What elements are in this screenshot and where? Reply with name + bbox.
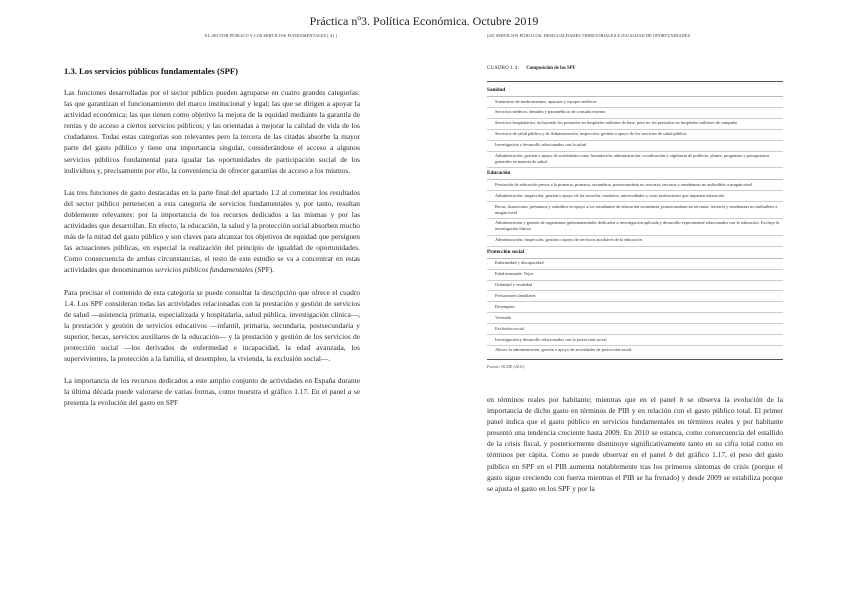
running-header-right: [42] SERVICIOS PÚBLICOS, DESIGUALDADES TERRITORIALES E IGUALDAD DE OPORTUNIDADES [487,33,691,38]
table-caption-number: CUADRO 1.4: [487,66,520,71]
table-row: Administración, inspección, gestión o apoyo de las escuelas, institutos, universidades y otras instituciones que imparten educación [487,191,783,202]
table-caption-title: Composición de los SPF [526,66,576,71]
table-category-sanidad: Sanidad [487,85,783,97]
right-paragraph [487,394,783,494]
table-row: Vivienda [487,313,783,324]
table-row: Ahorro la administración, gestión o apoyo de actividades de protección social [495,347,632,353]
table-row: Servicios de salud pública y de Administración, inspección, gestión o apoyo de los servicios de salud pública [487,130,783,141]
paragraph-2-end: (SPF). [253,265,274,275]
right-column-table [487,66,783,369]
table-row: Administración y gestión de organismos gubernamentales dedicados a investigación aplicada y desarrollo experimental relacionados con la educación. Excluye la investigación básica. [487,219,783,236]
paragraph-2-text: Las tres funciones de gasto destacadas en la parte final del apartado 1.2 al comentar los resultados del sector público pertenecen a esta categoría de servicios fundamentales y, por tanto, resultan doblemente relevantes: por la importancia de los recursos dedicados a las mismas y por las actividades que desarrollan. En efecto, la educación, la salud y la protección social absorben mucho más de la mitad del gasto público y son claves para alcanzar los objetivos de equidad que persiguen las actuaciones públicas, en especial la realización del principio de igualdad de oportunidades. Como consecuencia de ambas circunstancias, el resto de este estudio se va a concentrar en estas actividades que denominamos [64,187,360,275]
table-row: Administración, gestión o apoyo de actividades como formulación, administración, coordinación y vigilancia de políticas, planes, programas y presupuestos generales en materia de salud. [487,152,783,169]
right-paragraph-e: del gráfico 1.17, el peso del gasto público en SPF en el PIB aumenta notablemente tras los primeros síntomas de crisis (porque el gasto sigue creciendo con fuerza mientras el PIB se ha frenado) y desde 2009 se estabiliza porque se ajusta el gasto en los SPF y por la [487,450,783,493]
table-row: Enfermedad y discapacidad [487,259,783,270]
table-caption [487,66,783,71]
table-source: Fuente: OCDE (2011). [487,363,526,369]
paragraph-4-text: La importancia de los recursos dedicados a este amplio conjunto de actividades en España durante la última década puede valorarse de varias formas, como muestra el gráfico 1.17. En el panel [64,376,360,397]
table-row: Orfandad y viudedad [487,281,783,292]
table-category-educacion: Educación [487,168,783,180]
table-row: Prestación de educación previa a la primaria, primaria, secundaria, postsecundaria no terciaria, terciaria y enseñanzas no atribuibles a ningún nivel [487,180,783,191]
table-row: Becas, donaciones, préstamos y subsidios en apoyo a los estudiantes de educación secundaria, postsecundaria no terciaria, terciaria y enseñanzas no atribuibles a ningún nivel. [487,202,783,219]
right-paragraph-a: en términos reales por habitante; mientras que en el panel [487,395,680,404]
paragraph-4-end: se presenta la evolución del gasto en SPF [64,387,360,408]
spf-composition-table [487,81,783,360]
section-title: 1.3. Los servicios públicos fundamentales (SPF) [64,66,239,76]
right-column-text [487,394,783,494]
table-row: Exclusión social [487,324,783,335]
left-column [64,66,360,419]
table-row: Desempleo [487,302,783,313]
paragraph-3: Para precisar el contenido de esta categoría se puede consultar la descripción que ofrece el cuadro 1.4. Los SPF consideran todas las actividades relacionadas con la prestación y gestión de servicios de salud —asistencia primaria, especializada y hospitalaria, salud pública, investigación clínica—, la prestación y gestión de servicios educativos —infantil, primaria, secundaria, postsecundaria y superior, becas, servicios auxiliares de la educación— y la prestación y gestión de los servicios de protección social —los derivados de enfermedad e incapacidad, la edad avanzada, los supervivientes, la protección a la familia, el desempleo, la vivienda, la exclusión social—. [64,287,360,364]
right-paragraph-d: b [668,450,673,460]
table-row: Edad avanzada. Vejez [487,270,783,281]
running-header-left: EL SECTOR PÚBLICO Y LOS SERVICIOS FUNDAMENTALES [ 41 ] [205,33,338,38]
table-row: Investigación y desarrollo relacionados con la salud [487,141,783,152]
right-paragraph-c: se observa la evolución de la importancia de dicho gasto en términos de PIB y en relación con el gasto público total. El primer panel indica que el gasto público en servicios fundamentales en términos reales y por habitante presentó una tendencia creciente hasta 2009. En 2010 se estanca, como consecuencia del estallido de la crisis fiscal, y posteriormente disminuye significativamente tanto en su cifra total como en términos per cápita. Como se puede observar en el panel [487,395,783,460]
right-paragraph-b: b [679,395,684,404]
table-category-proteccion-social: Protección social [487,247,783,259]
table-row: Investigación y desarrollo relacionados con la protección social [487,335,783,346]
table-row: Servicios médicos, dentales y paramédicos de consulta externa [487,108,783,119]
table-row: Prestaciones familiares [487,291,783,302]
paragraph-4-italic: a [347,387,352,397]
paragraph-2-italic: servicios públicos fundamentales [154,265,254,275]
table-row: Servicios hospitalarios, incluyendo los prestados en hospitales militares de base, pero no los prestados en hospitales militares de campaña [487,119,783,130]
paragraph-4 [64,375,360,408]
paragraph-1: Las funciones desarrolladas por el sector público pueden agruparse en cuatro grandes categorías: las que garantizan el funcionamiento del marco institucional y legal; las que se dirigen a apoyar la actividad económica; las que tienen como objetivo la mejora de la equidad mediante la garantía de rentas y de acceso a ciertos servicios públicos; y las orientadas a mejorar la calidad de vida de los ciudadanos. Todas estas categorías son relevantes pero la tercera de las citadas absorbe la mayor parte del gasto público y tiene una importancia singular, considerándose el acceso a algunos servicios públicos fundamental para igualar las oportunidades de participación social de los individuos y, precisamente por ello, la conveniencia de ofrecer garantías de acceso a los mismos. [64,88,360,175]
document-title: Práctica nº3. Política Económica. Octubre 2019 [309,14,539,28]
paragraph-2 [64,187,360,276]
table-row: Administración, inspección, gestión o apoyo de servicios auxiliares de la educación [487,236,783,247]
table-row: Suministro de medicamentos, aparatos y equipos médicos [487,97,783,108]
